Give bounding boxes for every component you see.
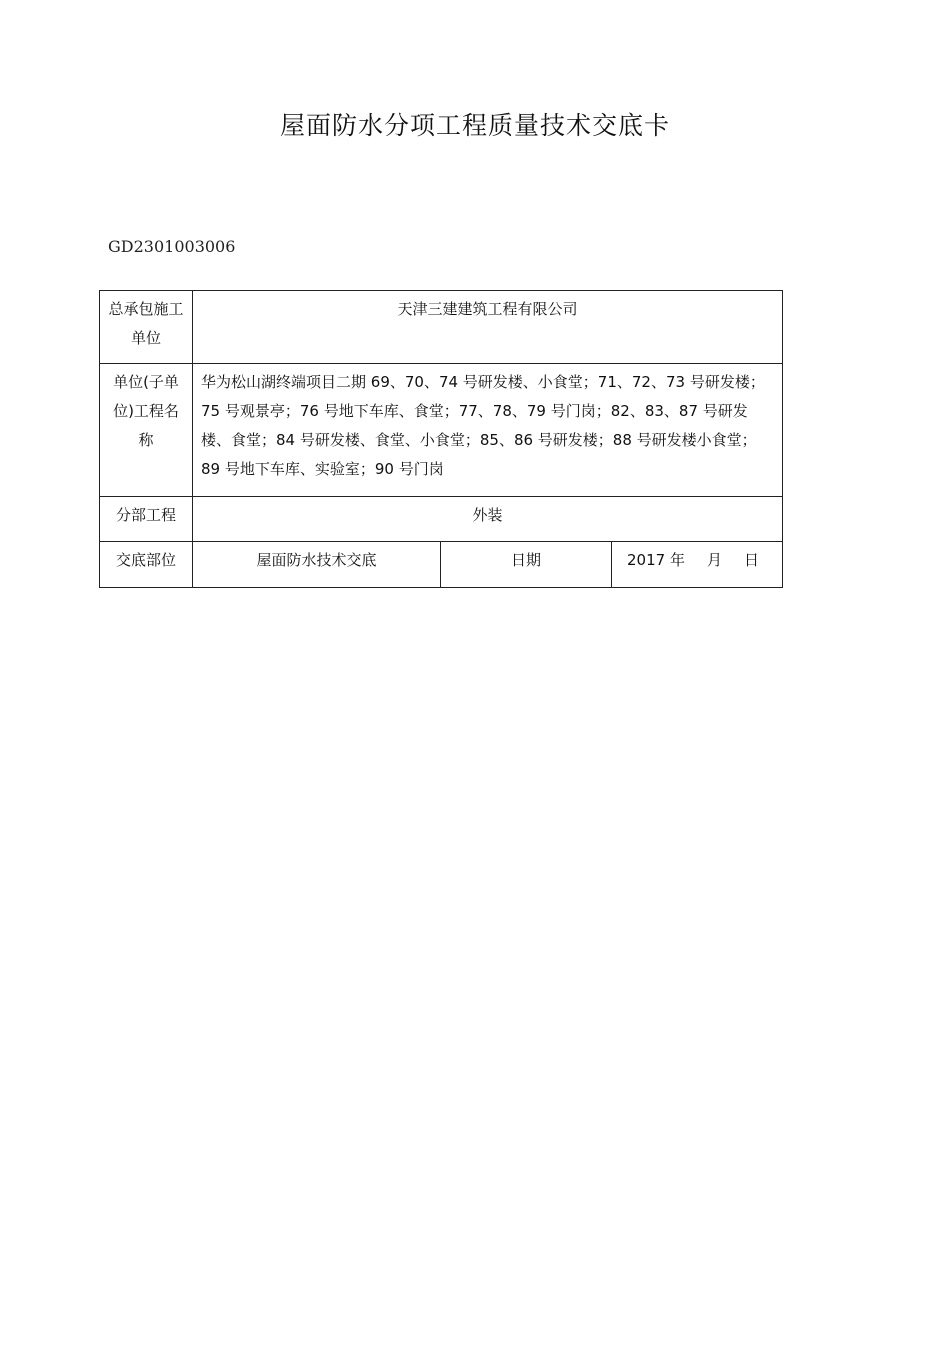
- date-day: 日: [743, 551, 759, 569]
- division-row: [100, 497, 783, 542]
- handover-value: 屋面防水技术交底: [193, 542, 441, 588]
- handover-row: [100, 542, 783, 588]
- division-label: 分部工程: [100, 497, 193, 542]
- handover-label: 交底部位: [100, 542, 193, 588]
- division-value: 外装: [193, 497, 783, 542]
- contractor-value: 天津三建建筑工程有限公司: [193, 291, 783, 364]
- page-title: 屋面防水分项工程质量技术交底卡: [279, 111, 670, 140]
- project-row: [100, 364, 783, 497]
- project-value: 华为松山湖终端项目二期 69、70、74 号研发楼、小食堂；71、72、73 号研发楼；75 号观景亭；76 号地下车库、食堂；77、78、79 号门岗；82、83、87 号研发楼、食堂；84 号研发楼、食堂、小食堂；85、86 号研发楼；88 号研发楼小食堂；89 号地下车库、实验室；90 号门岗: [193, 364, 783, 497]
- document-code: GD2301003006: [108, 237, 236, 256]
- handover-card-table: [99, 290, 783, 588]
- contractor-row: [100, 291, 783, 364]
- project-label: 单位(子单位)工程名称: [100, 364, 193, 497]
- date-value: [612, 542, 783, 588]
- date-year: 2017 年: [627, 551, 685, 569]
- date-month: 月: [706, 551, 722, 569]
- date-label: 日期: [441, 542, 612, 588]
- contractor-label: 总承包施工单位: [100, 291, 193, 364]
